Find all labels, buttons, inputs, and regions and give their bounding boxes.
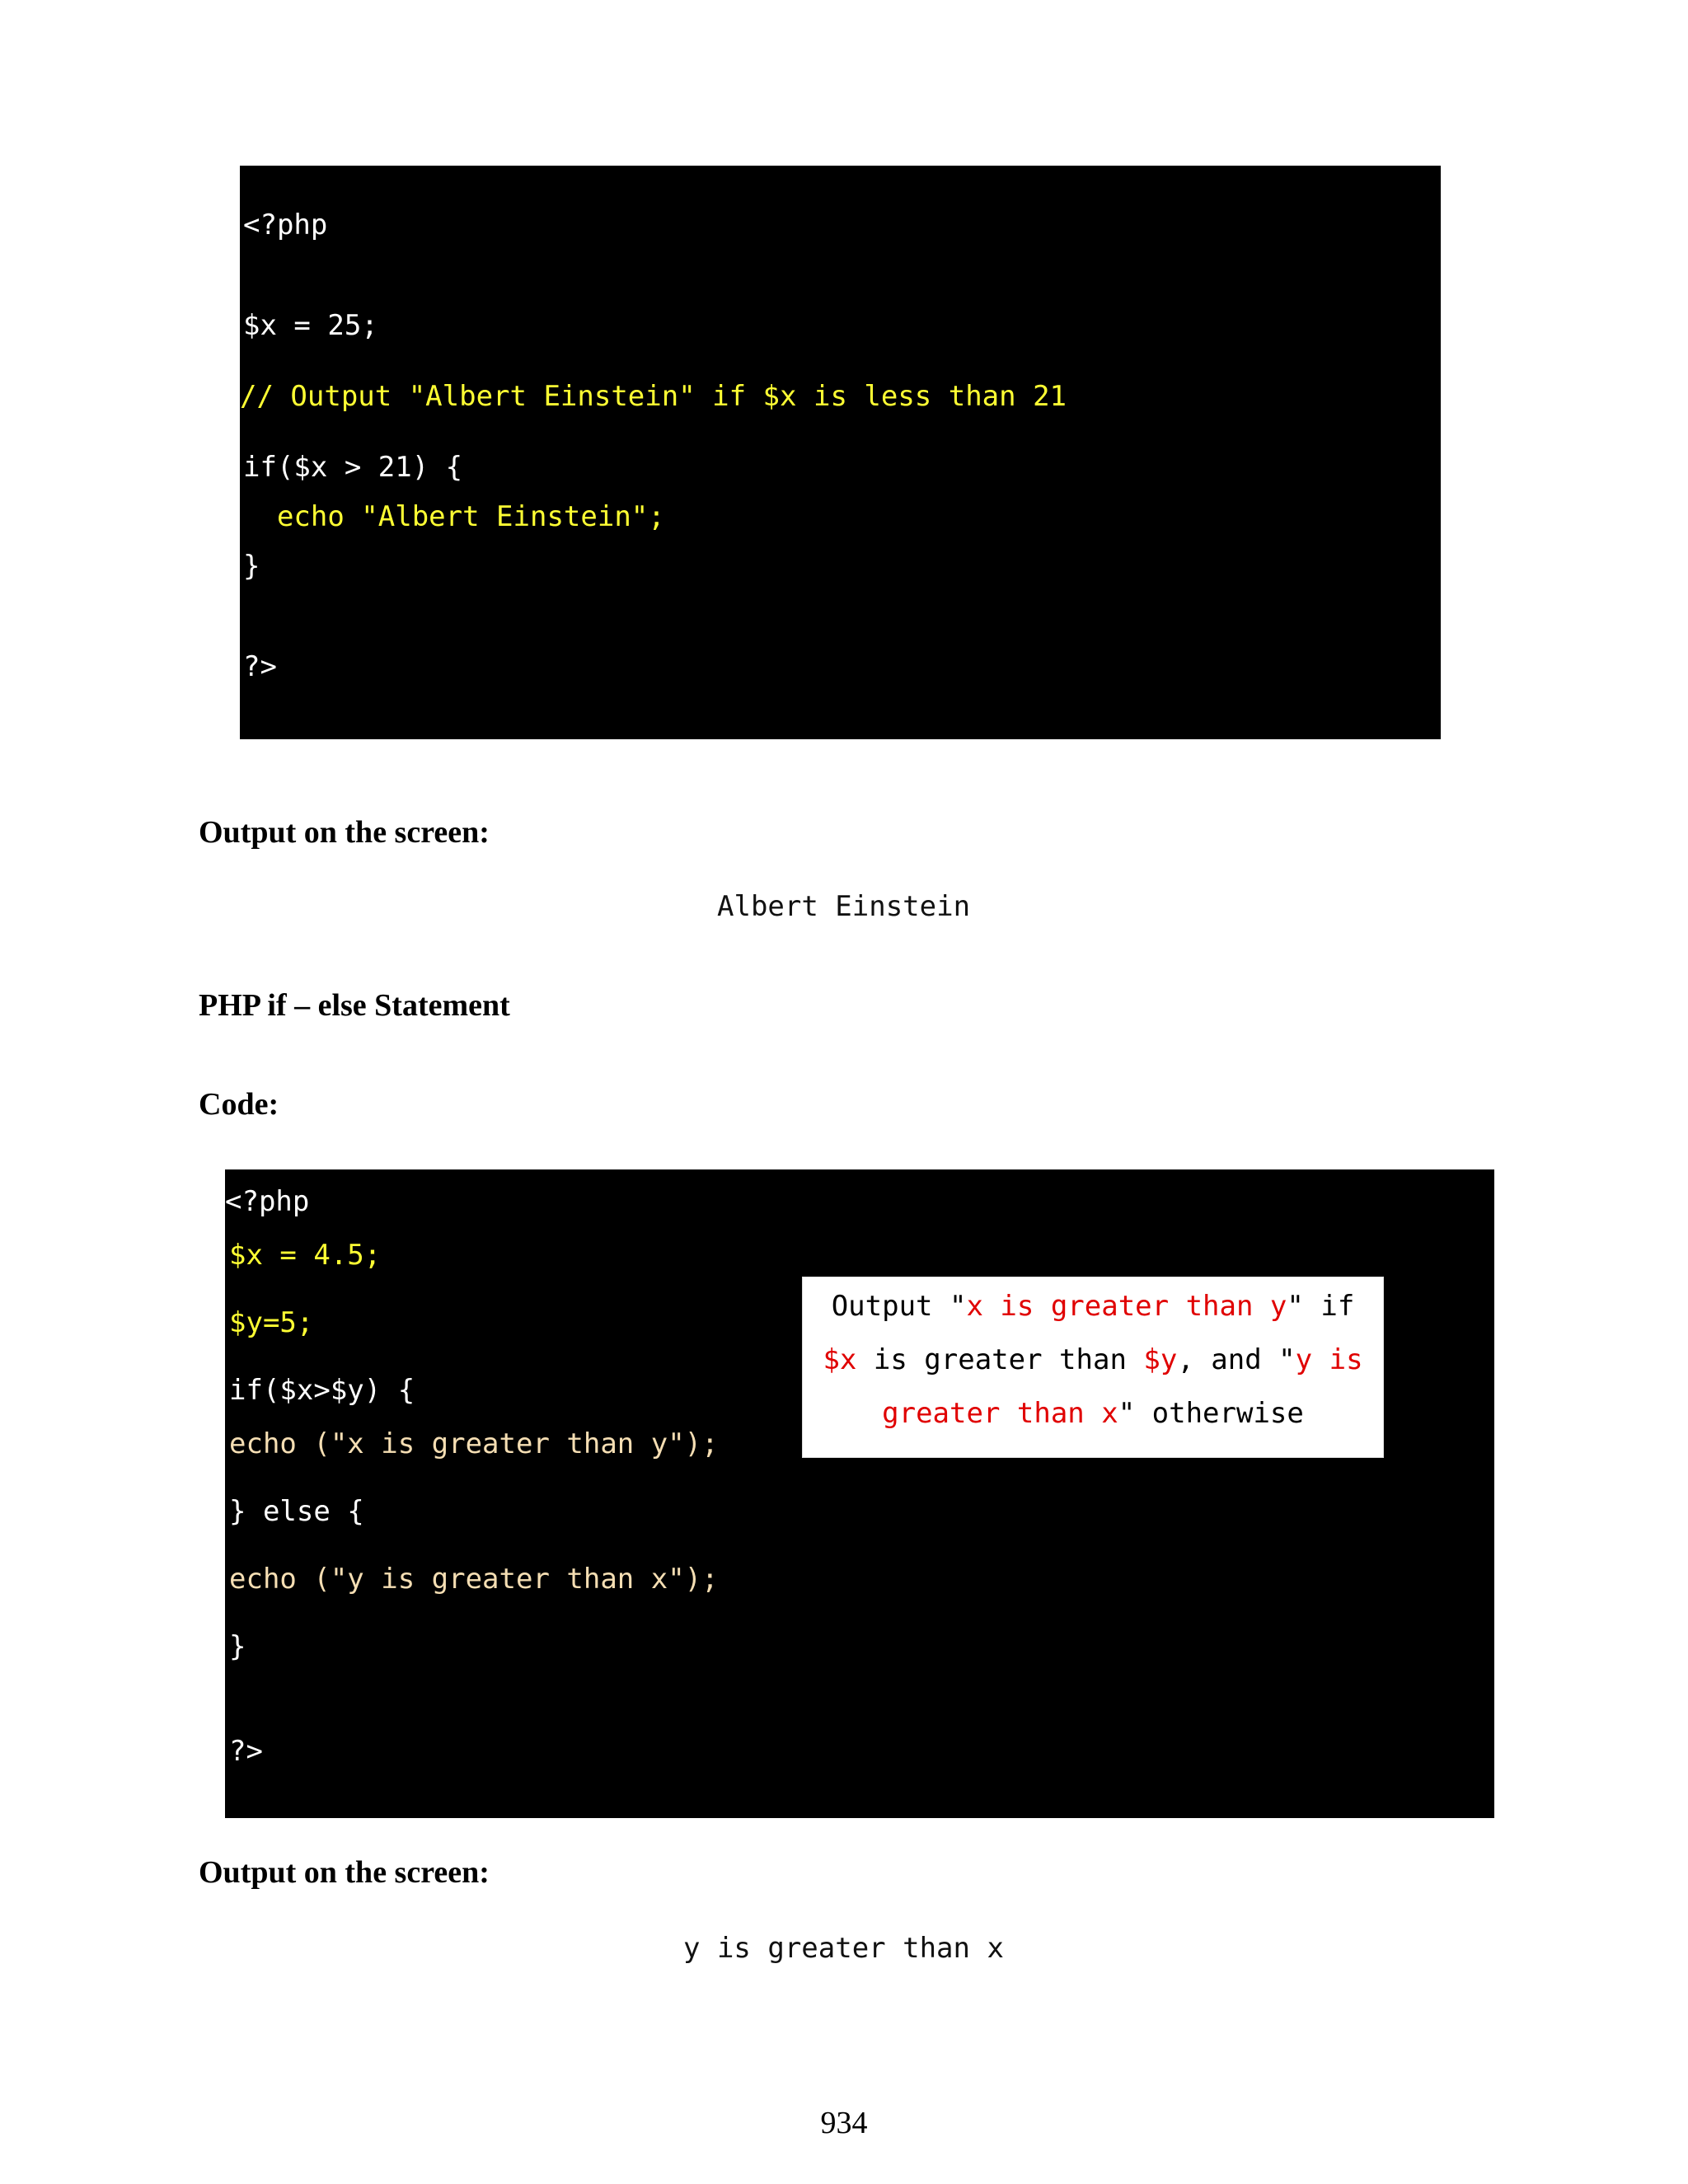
page-number: 934	[820, 2106, 868, 2140]
code-line: if($x>$y) {	[229, 1374, 415, 1407]
code-line: }	[229, 1630, 246, 1663]
code-line: echo ("y is greater than x");	[229, 1563, 719, 1596]
code-block-if	[240, 166, 1441, 739]
output-text: y is greater than x	[683, 1932, 1004, 1965]
annotation-text: is greater than	[856, 1343, 1144, 1376]
annotation-text: " otherwise	[1118, 1397, 1304, 1430]
code-line: <?php	[225, 1185, 310, 1218]
code-line: echo ("x is greater than y");	[229, 1427, 719, 1460]
output-heading: Output on the screen:	[199, 815, 490, 850]
code-line: if($x > 21) {	[243, 451, 463, 484]
code-line: ?>	[243, 650, 277, 683]
code-line: echo "Albert Einstein";	[243, 500, 665, 533]
code-line: $x = 4.5;	[229, 1239, 382, 1272]
annotation-highlight: y is	[1295, 1343, 1363, 1376]
code-comment: // Output "Albert Einstein" if $x is less than 21	[240, 380, 1067, 413]
annotation-highlight: $x	[823, 1343, 857, 1376]
annotation-text: , and "	[1177, 1343, 1296, 1376]
annotation-line	[803, 1290, 1383, 1323]
annotation-highlight: x is greater than y	[966, 1290, 1287, 1323]
output-heading: Output on the screen:	[199, 1855, 490, 1890]
section-title: PHP if – else Statement	[199, 988, 510, 1023]
annotation-box	[802, 1277, 1384, 1458]
annotation-highlight: greater than x	[882, 1397, 1118, 1430]
code-line: $y=5;	[229, 1306, 314, 1339]
code-label: Code:	[199, 1087, 279, 1122]
code-line: <?php	[243, 209, 328, 241]
code-line: }	[243, 550, 260, 583]
code-line: ?>	[229, 1735, 263, 1768]
annotation-line	[803, 1397, 1383, 1430]
code-line: } else {	[229, 1495, 364, 1528]
code-line: $x = 25;	[243, 309, 378, 342]
annotation-highlight: $y	[1143, 1343, 1178, 1376]
output-text: Albert Einstein	[717, 890, 971, 923]
annotation-text: " if	[1287, 1290, 1355, 1323]
code-block-if-else	[225, 1169, 1494, 1818]
annotation-text: Output "	[831, 1290, 967, 1323]
annotation-line	[803, 1343, 1383, 1376]
